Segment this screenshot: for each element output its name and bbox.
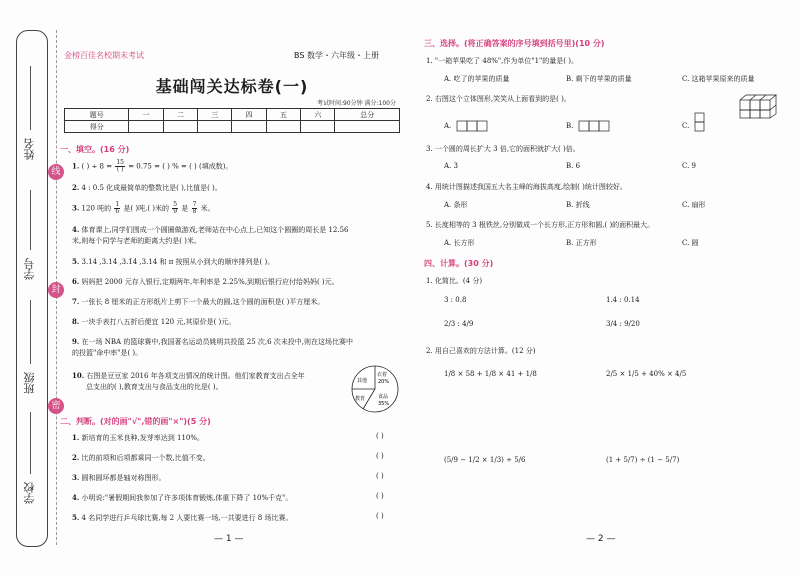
q-num: 4. <box>72 493 80 502</box>
calc-item: 2/5 × 1/5 + 40% × 4/5 <box>606 370 687 378</box>
q-num: 2. <box>72 453 80 462</box>
q-text: 圆和圆环都是轴对称图形。 <box>81 474 166 482</box>
top-view-c-figure <box>694 112 706 134</box>
option-a[interactable]: A. 3 <box>444 162 458 170</box>
score-value-row <box>65 121 400 133</box>
score-cell: 题号 <box>65 109 129 121</box>
score-input[interactable] <box>129 121 163 133</box>
fill-question-5 <box>72 256 402 268</box>
q-text: 一个圆的周长扩大 3 倍,它的面积就扩大( )倍。 <box>434 145 580 153</box>
q-text: 米。 <box>200 204 215 213</box>
score-cell: 五 <box>266 109 300 121</box>
q-num: 10. <box>72 371 85 380</box>
judge-question-2 <box>72 452 402 464</box>
fill-question-4 <box>72 224 402 247</box>
answer-paren[interactable]: ( ) <box>376 472 384 480</box>
fill-question-6 <box>72 276 402 288</box>
q-num: 4. <box>72 225 80 234</box>
judge-question-4 <box>72 492 402 504</box>
score-input[interactable] <box>301 121 335 133</box>
top-view-a-figure <box>456 120 490 132</box>
school-line <box>30 412 31 474</box>
answer-paren[interactable]: ( ) <box>376 432 384 440</box>
seal-seal: 封 <box>48 282 64 298</box>
score-input[interactable] <box>163 121 197 133</box>
calc-question-1: 1. 化简比。(4 分) <box>426 277 483 285</box>
section3-heading: 三、选择。(将正确答案的序号填到括号里)(10 分) <box>424 39 605 48</box>
ratio-item: 3/4 : 9/20 <box>606 320 640 328</box>
q-text: 总支出的( ),教育支出与食品支出的比是( )。 <box>86 383 223 391</box>
fill-question-8 <box>72 316 402 328</box>
score-cell: 总分 <box>335 109 400 121</box>
q-num: 5. <box>72 257 80 266</box>
q-num: 1. <box>72 433 80 442</box>
pie-label-other: 其他 <box>357 378 368 384</box>
frac-num: 1 <box>115 201 120 208</box>
q-text: 是 <box>181 204 189 213</box>
q-text: 用统计图描述我国五大名主峰的海拔高度,绘制( )统计图较好。 <box>434 183 627 191</box>
score-table <box>64 108 400 133</box>
fill-question-2 <box>72 182 402 194</box>
q-text: 一张长 8 厘米的正方形纸片上剪下一个最大的圆,这个圆的面积是( )平方厘米。 <box>81 298 325 306</box>
judge-question-3 <box>72 472 402 484</box>
q-num: 3. <box>426 145 433 153</box>
frac-den: ( ) <box>116 166 124 173</box>
binding-strip <box>16 30 48 547</box>
fill-question-9 <box>72 336 402 359</box>
option-b[interactable]: B. <box>566 122 574 130</box>
judge-question-1 <box>72 432 402 444</box>
q-text: 新培育的玉米良种,发芽率达到 110%。 <box>81 434 205 442</box>
choice-question-5 <box>426 220 782 231</box>
q-text: 4 名同学进行乒乓球比赛,每 2 人要比赛一场,一共要进行 8 场比赛。 <box>81 514 293 522</box>
score-cell: 四 <box>232 109 266 121</box>
option-c[interactable]: C. <box>682 122 690 130</box>
option-a[interactable]: A. 长方形 <box>444 239 475 247</box>
page-number-right: — 2 — <box>586 534 616 544</box>
q-num: 7. <box>72 297 80 306</box>
q-text: 妈妈把 2000 元存入银行,定期两年,年利率是 2.25%,到期后银行应付给妈妈( )元。 <box>81 278 339 286</box>
q-text: 右图这个立体图形,笑笑从上面看到的是( )。 <box>434 95 571 103</box>
q-text: 比的前项和后项都乘同一个数,比值不变。 <box>81 454 210 462</box>
q-num: 1. <box>72 161 80 171</box>
score-input[interactable] <box>232 121 266 133</box>
option-c[interactable]: C. 这箱苹果原来的质量 <box>682 75 755 83</box>
q-num: 9. <box>72 337 80 346</box>
option-c[interactable]: C. 9 <box>682 162 697 170</box>
q-text: 3.14 ,3.14̇ ,3.1̇4̇ ,3.14 和 π 按照从小到大的顺序排列是( )。 <box>81 258 275 266</box>
q-num: 5. <box>426 221 433 229</box>
choice-question-4 <box>426 182 782 193</box>
q-text: = 0.75 = ( ) % = ( ) (填成数)。 <box>128 162 233 171</box>
q-num: 2. <box>426 95 433 103</box>
ratio-item: 3 : 0.8 <box>444 296 467 304</box>
score-row-label: 得分 <box>65 121 129 133</box>
pie-label-education: 教育 <box>355 396 366 402</box>
student-id-label: 学号 <box>23 258 36 280</box>
q-text: 右图是豆豆家 2016 年各项支出情况的统计图。他们家教育支出占全年 <box>86 372 305 380</box>
brand-text: 金榜百佳名校期末考试 <box>64 51 144 60</box>
q-text: 体育课上,同学们围成一个圆圈做游戏,老师站在中心点上,已知这个圆圈的周长是 12.56 <box>81 226 349 234</box>
frac-den: 6 <box>115 208 120 215</box>
q-num: 3. <box>72 473 80 482</box>
q-text: 小明说:"暑假期间我参加了许多项体育锻炼,体重下降了 10%千克"。 <box>81 494 293 502</box>
calc-item: 1/8 × 58 + 1/8 × 41 + 1/8 <box>444 370 537 378</box>
seal-secret: 密 <box>48 398 64 414</box>
option-c[interactable]: C. 扇形 <box>682 201 706 209</box>
choice-question-1 <box>426 56 782 67</box>
fraction <box>172 202 178 215</box>
section4-heading: 四、计算。(30 分) <box>424 259 494 268</box>
frac-num: 7 <box>192 201 197 208</box>
q-text: 120 吨的 <box>81 204 112 213</box>
fill-question-3 <box>72 202 402 215</box>
calc-item: (5/9 − 1/2 × 1/3) ÷ 5/6 <box>444 456 526 464</box>
option-a[interactable]: A. 条形 <box>444 201 468 209</box>
option-b[interactable]: B. 6 <box>566 162 581 170</box>
pie-label-clothing-pct: 20% <box>378 379 390 385</box>
choice-question-3 <box>426 144 782 155</box>
seal-line: 线 <box>48 164 64 180</box>
q-num: 1. <box>426 57 433 65</box>
option-c[interactable]: C. 圆 <box>682 239 699 247</box>
score-cell: 一 <box>129 109 163 121</box>
q-num: 8. <box>72 317 80 326</box>
answer-paren[interactable]: ( ) <box>376 512 384 520</box>
fill-question-7 <box>72 296 402 308</box>
score-input[interactable] <box>266 121 300 133</box>
q-text: 米,则每个同学与老师的距离大约是( )米。 <box>72 237 201 245</box>
school-label: 学校 <box>23 482 36 504</box>
pie-label-food-pct: 35% <box>378 401 390 407</box>
choice-question-2 <box>426 94 782 105</box>
option-a[interactable]: A. <box>444 122 452 130</box>
judge-question-5 <box>72 512 402 524</box>
q-num: 3. <box>72 203 80 213</box>
frac-num: 15 <box>116 159 124 166</box>
fraction <box>115 160 125 173</box>
score-input[interactable] <box>198 121 232 133</box>
cube-stack-figure <box>738 92 780 120</box>
calc-question-2: 2. 用自己喜欢的方法计算。(12 分) <box>426 347 536 355</box>
answer-paren[interactable]: ( ) <box>376 492 384 500</box>
top-view-b-figure <box>578 120 612 132</box>
q-num: 2. <box>72 183 80 192</box>
ratio-item: 2/3 : 4/9 <box>444 320 474 328</box>
score-cell: 六 <box>301 109 335 121</box>
fraction <box>192 202 198 215</box>
section2-heading: 二、判断。(对的画"√",错的画"×")(5 分) <box>60 417 211 426</box>
frac-den: 9 <box>173 208 178 215</box>
frac-num: 5 <box>173 201 178 208</box>
exam-meta: 考试时间:90分钟 满分:100分 <box>316 100 396 107</box>
name-line <box>30 66 31 130</box>
pie-label-clothing: 衣着 <box>377 372 388 378</box>
q-num: 4. <box>426 183 433 191</box>
option-b[interactable]: B. 正方形 <box>566 239 597 247</box>
section1-heading: 一、填空。(16 分) <box>60 145 130 154</box>
page-number-left: — 1 — <box>214 534 244 544</box>
calc-item: (1 + 5/7) ÷ (1 − 5/7) <box>606 456 680 464</box>
q-text: "一箱苹果吃了 48%",作为单位"1"的量是( )。 <box>434 57 578 65</box>
score-cell: 二 <box>163 109 197 121</box>
pie-label-food: 食品 <box>378 394 389 400</box>
q-text: ( ) ÷ 8 = <box>81 162 113 171</box>
q-num: 5. <box>72 513 80 522</box>
class-line <box>30 300 31 364</box>
q-num: 6. <box>72 277 80 286</box>
q-text: 在一场 NBA 的篮球赛中,我国著名运动员姚明共投篮 25 次,6 次未投中,则在这场比赛中 <box>81 338 354 346</box>
option-b[interactable]: B. 折线 <box>566 201 590 209</box>
class-label: 班级 <box>23 372 36 394</box>
score-cell: 三 <box>198 109 232 121</box>
answer-paren[interactable]: ( ) <box>376 452 384 460</box>
q-text: 长度相等的 3 根铁丝,分别做成一个长方形,正方形和圆,( )的面积最大。 <box>434 221 655 229</box>
expense-pie-chart <box>350 364 400 414</box>
option-a[interactable]: A. 吃了的苹果的质量 <box>444 75 510 83</box>
subject-text: BS 数学・六年级・上册 <box>294 51 379 60</box>
student-id-line <box>30 190 31 250</box>
q-text: 是( )吨,( )米的 <box>123 204 170 213</box>
score-input[interactable] <box>335 121 400 133</box>
q-text: 一块手表打八五折后便宜 120 元,其原价是( )元。 <box>81 318 236 326</box>
ratio-item: 1.4 : 0.14 <box>606 296 640 304</box>
q-text: 的投篮"命中率"是( )。 <box>72 349 143 357</box>
fraction <box>114 202 120 215</box>
fill-question-1 <box>72 160 402 173</box>
option-b[interactable]: B. 剩下的苹果的质量 <box>566 75 632 83</box>
frac-den: 8 <box>192 208 197 215</box>
page-title: 基础闯关达标卷(一) <box>155 77 309 96</box>
q-text: 4 : 0.5 化成最简单的整数比是( ),比值是( )。 <box>81 184 222 192</box>
name-label: 姓名 <box>23 138 36 160</box>
score-header-row <box>65 109 400 121</box>
fill-question-10 <box>72 370 352 393</box>
